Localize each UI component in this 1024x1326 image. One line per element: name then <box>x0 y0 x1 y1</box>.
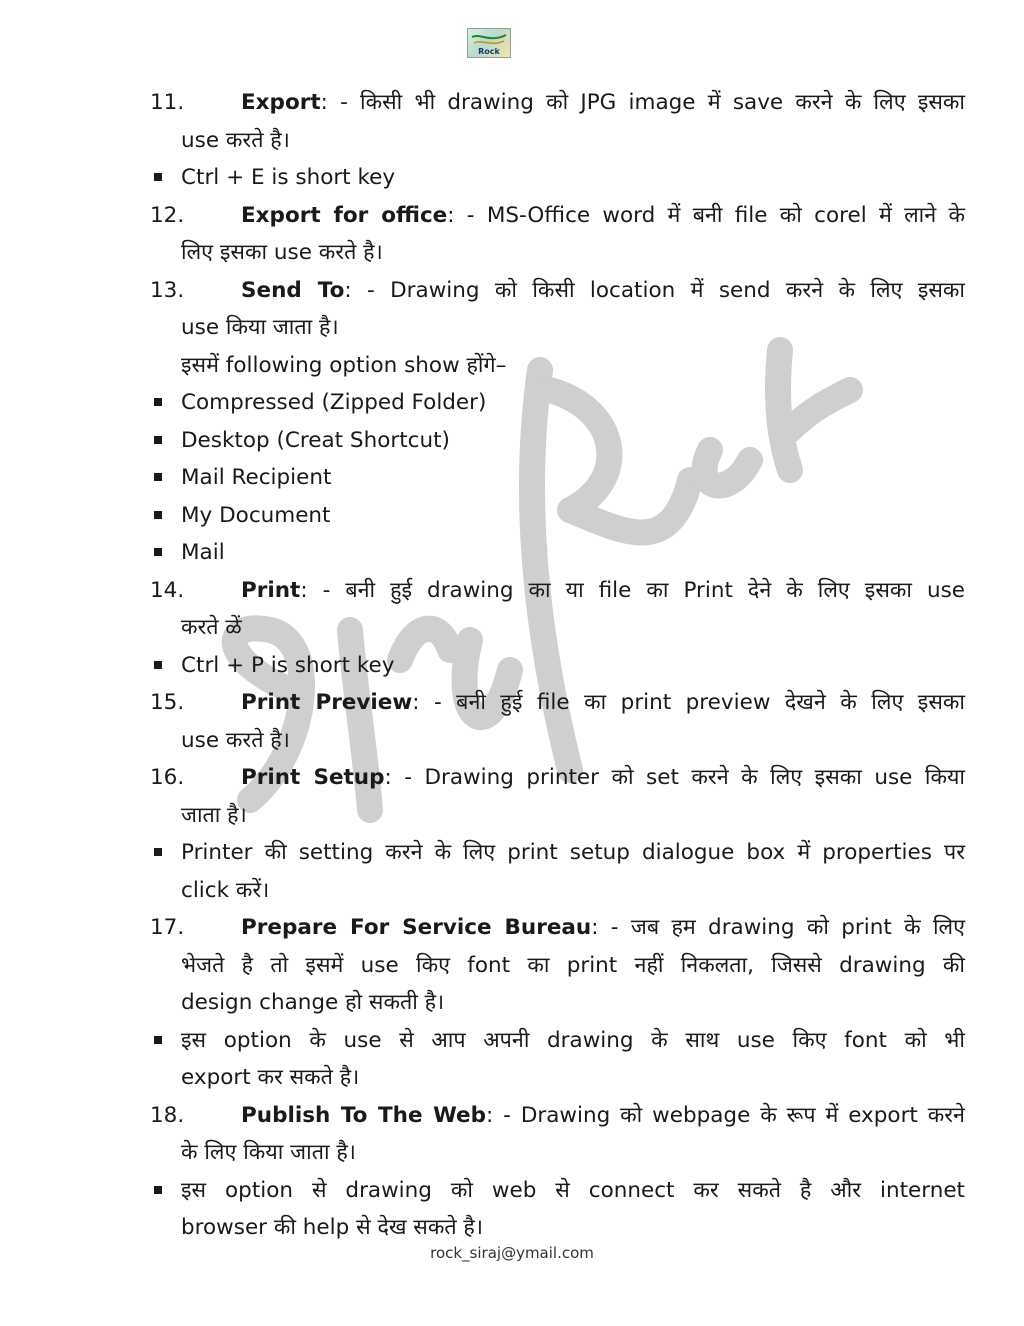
bullet-square-icon <box>154 1186 162 1194</box>
bullet-item <box>150 647 965 685</box>
bullet-item <box>150 384 965 422</box>
numbered-entry <box>150 1097 965 1172</box>
entry-first-line <box>181 197 965 235</box>
bullet-text: My Document <box>181 502 331 528</box>
bullet-square-icon <box>154 1036 162 1044</box>
bullet-square-icon <box>154 473 162 481</box>
bullet-item <box>150 1022 965 1097</box>
entry-continuation: use करते है। <box>181 127 290 153</box>
entry-first-line <box>181 272 965 310</box>
plain-line: इसमें following option show होंगे– <box>181 352 507 378</box>
entry-title: Prepare For Service Bureau <box>241 915 592 940</box>
numbered-entry <box>150 684 965 759</box>
entry-text: : - Drawing को webpage के रूप में export करने <box>486 1102 965 1128</box>
numbered-entry <box>150 572 965 647</box>
bullet-square-icon <box>154 548 162 556</box>
numbered-entry <box>150 84 965 159</box>
bullet-item <box>150 459 965 497</box>
bullet-item <box>150 159 965 197</box>
bullet-square-icon <box>154 436 162 444</box>
entry-continuation: करते ळें <box>181 615 242 640</box>
entry-number: 16. <box>150 765 185 790</box>
entry-first-line <box>181 84 965 122</box>
entry-continuation: design change हो सकती है। <box>181 990 445 1015</box>
entry-title: Export for office <box>241 202 448 228</box>
entry-number: 15. <box>150 690 185 715</box>
entry-continuation: भेजते है तो इसमें use किए font का print नहीं निकलता, जिससे drawing की <box>181 952 965 978</box>
entry-first-line <box>181 572 965 610</box>
entry-continuation: लिए इसका use करते है। <box>181 240 383 265</box>
bullet-text: Printer की setting करने के लिए print setup dialogue box में properties पर <box>181 840 965 865</box>
bullet-square-icon <box>154 661 162 669</box>
bullet-continuation: export कर सकते है। <box>181 1065 360 1090</box>
entry-title: Print <box>241 577 301 603</box>
entry-first-line <box>181 909 965 947</box>
entry-first-line <box>181 684 965 722</box>
page-content <box>150 84 965 1247</box>
entry-continuation: के लिए किया जाता है। <box>181 1140 356 1165</box>
footer-email: rock_siraj@ymail.com <box>430 1244 594 1262</box>
bullet-item <box>150 1172 965 1247</box>
entry-first-line <box>181 1097 965 1135</box>
bullet-text: Compressed (Zipped Folder) <box>181 390 487 415</box>
entry-number: 12. <box>150 202 185 228</box>
entry-text: : - बनी हुई file का print preview देखने के लिए इसका <box>412 690 965 715</box>
entry-text: : - बनी हुई drawing का या file का Print देने के लिए इसका use <box>300 577 965 603</box>
bullet-text: इस option से drawing को web से connect कर सकते है और internet <box>181 1177 965 1203</box>
bullet-item <box>150 497 965 535</box>
entry-continuation: use करते है। <box>181 727 290 753</box>
bullet-item <box>150 422 965 460</box>
entry-text: : - MS-Office word में बनी file को corel में लाने के <box>447 202 965 228</box>
entry-number: 18. <box>150 1102 185 1128</box>
entry-number: 17. <box>150 915 185 940</box>
numbered-entry <box>150 759 965 834</box>
bullet-text: Desktop (Creat Shortcut) <box>181 427 450 453</box>
entry-title: Print Preview <box>241 690 413 715</box>
bullet-square-icon <box>154 511 162 519</box>
bullet-square-icon <box>154 173 162 181</box>
entry-title: Export <box>241 90 321 115</box>
numbered-entry <box>150 909 965 1022</box>
bullet-text: Ctrl + E is short key <box>181 165 396 190</box>
entry-first-line <box>181 759 965 797</box>
bullet-text: Mail <box>181 540 225 565</box>
bullet-item <box>150 834 965 909</box>
bullet-square-icon <box>154 398 162 406</box>
rock-logo <box>467 28 511 58</box>
bullet-text: Ctrl + P is short key <box>181 652 395 678</box>
bullet-text: इस option के use से आप अपनी drawing के साथ use किए font को भी <box>181 1027 965 1053</box>
entry-text: : - Drawing को किसी location में send करने के लिए इसका <box>344 277 965 303</box>
entry-number: 11. <box>150 90 185 115</box>
bullet-continuation: click करें। <box>181 877 270 903</box>
logo-text: Rock <box>478 47 500 56</box>
numbered-entry <box>150 272 965 347</box>
entry-number: 14. <box>150 577 185 603</box>
bullet-text: Mail Recipient <box>181 465 332 490</box>
entry-number: 13. <box>150 277 185 303</box>
entry-title: Send To <box>241 277 345 303</box>
bullet-continuation: browser की help से देख सकते है। <box>181 1215 483 1240</box>
entry-text: : - Drawing printer को set करने के लिए इसका use किया <box>384 765 965 790</box>
bullet-square-icon <box>154 848 162 856</box>
entry-text: : - जब हम drawing को print के लिए <box>591 915 965 940</box>
entry-title: Print Setup <box>241 765 385 790</box>
entry-text: : - किसी भी drawing को JPG image में save करने के लिए इसका <box>320 90 965 115</box>
entry-continuation: जाता है। <box>181 802 247 828</box>
numbered-entry <box>150 197 965 272</box>
entry-title: Publish To The Web <box>241 1102 487 1128</box>
entry-continuation: use किया जाता है। <box>181 315 339 340</box>
bullet-item <box>150 534 965 572</box>
